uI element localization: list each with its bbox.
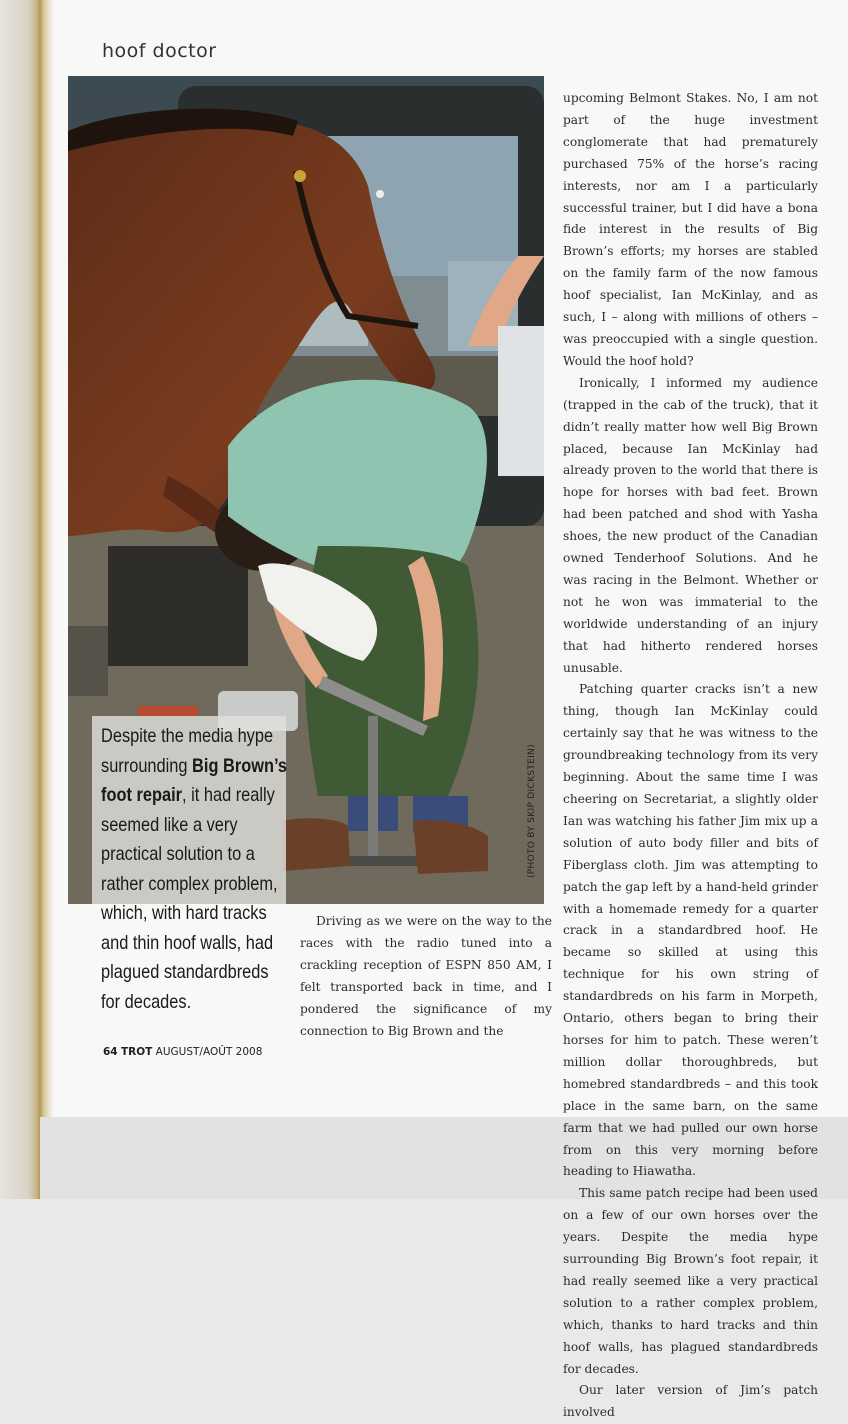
pullquote-text-end: , it had really seemed like a very practical solution to a rather complex problem, which, with hard tracks and thin hoof walls, had plagued standardbreds for decades.	[101, 784, 278, 1013]
binding-spine	[0, 0, 58, 1199]
page-folio	[103, 1046, 262, 1058]
paragraph: Ironically, I informed my audience (trapped in the cab of the truck), that it didn’t really matter how well Big Brown placed, because Ian McKinlay had already proven to the world that there is hope for horses with bad feet. Brown had been patched and shod with Yasha shoes, the new product of the Canadian owned Tenderhoof Solutions. And he was racing in the Belmont. Whether or not he won was immaterial to the worldwide understanding of an injury that had hitherto rendered horses unusable.	[563, 375, 818, 675]
page-number: 64	[103, 1046, 118, 1058]
body-column-middle	[300, 911, 552, 1042]
section-label: hoof doctor	[102, 40, 217, 62]
issue-date: AUGUST/AOÛT 2008	[155, 1046, 263, 1058]
paragraph: Our later version of Jim’s patch involved	[563, 1383, 818, 1420]
pullquote	[101, 722, 291, 1017]
paragraph: Patching quarter cracks isn’t a new thing, though Ian McKinlay could certainly say that he was witness to the groundbreaking technology from its very beginning. About the same time I was cheering on Secretariat, a slightly older Ian was watching his father Jim mix up a solution of auto body filler and bits of Fiberglass cloth. Jim was attempting to patch the gap left by a hand-held grinder with a homemade remedy for a quarter crack in a standardbred hoof. He became so skilled at using this technique for his own string of standardbreds on his farm in Morpeth, Ontario, others began to bring their horses for him to patch. These weren’t million dollar thoroughbreds, but homebred standardbreds – and this took place in the same barn, on the same farm that we had pulled our own horse from on this very morning before heading to Hiawatha.	[563, 682, 818, 1179]
paragraph: This same patch recipe had been used on a few of our own horses over the years. Despite the media hype surrounding Big Brown’s foot repair, it had really seemed like a very practical solution to a rather complex problem, which, thanks to hard tracks and thin hoof walls, has plagued standardbreds for decades.	[563, 1186, 818, 1376]
paragraph: Driving as we were on the way to the races with the radio tuned into a crackling reception of ESPN 850 AM, I felt transported back in time, and I pondered the significance of my connection to Big Brown and the	[300, 914, 552, 1038]
magazine-name: TROT	[120, 1046, 153, 1058]
paragraph: upcoming Belmont Stakes. No, I am not part of the huge investment conglomerate that had prematurely purchased 75% of the horse’s racing interests, nor am I a particularly successful trainer, but I did have a bona fide interest in the results of Big Brown’s efforts; my horses are stabled on the family farm of the now famous hoof specialist, Ian McKinlay, and as such, I – along with millions of others – was preoccupied with a single question. Would the hoof hold?	[563, 91, 818, 368]
photo-credit: (PHOTO BY SKIP DICKSTEIN)	[527, 744, 537, 878]
pullquote-bold: Big Brown’s foot repair	[101, 754, 288, 806]
body-column-right	[563, 88, 818, 1424]
pullquote-text-start: Despite the media hype surrounding	[101, 725, 274, 777]
